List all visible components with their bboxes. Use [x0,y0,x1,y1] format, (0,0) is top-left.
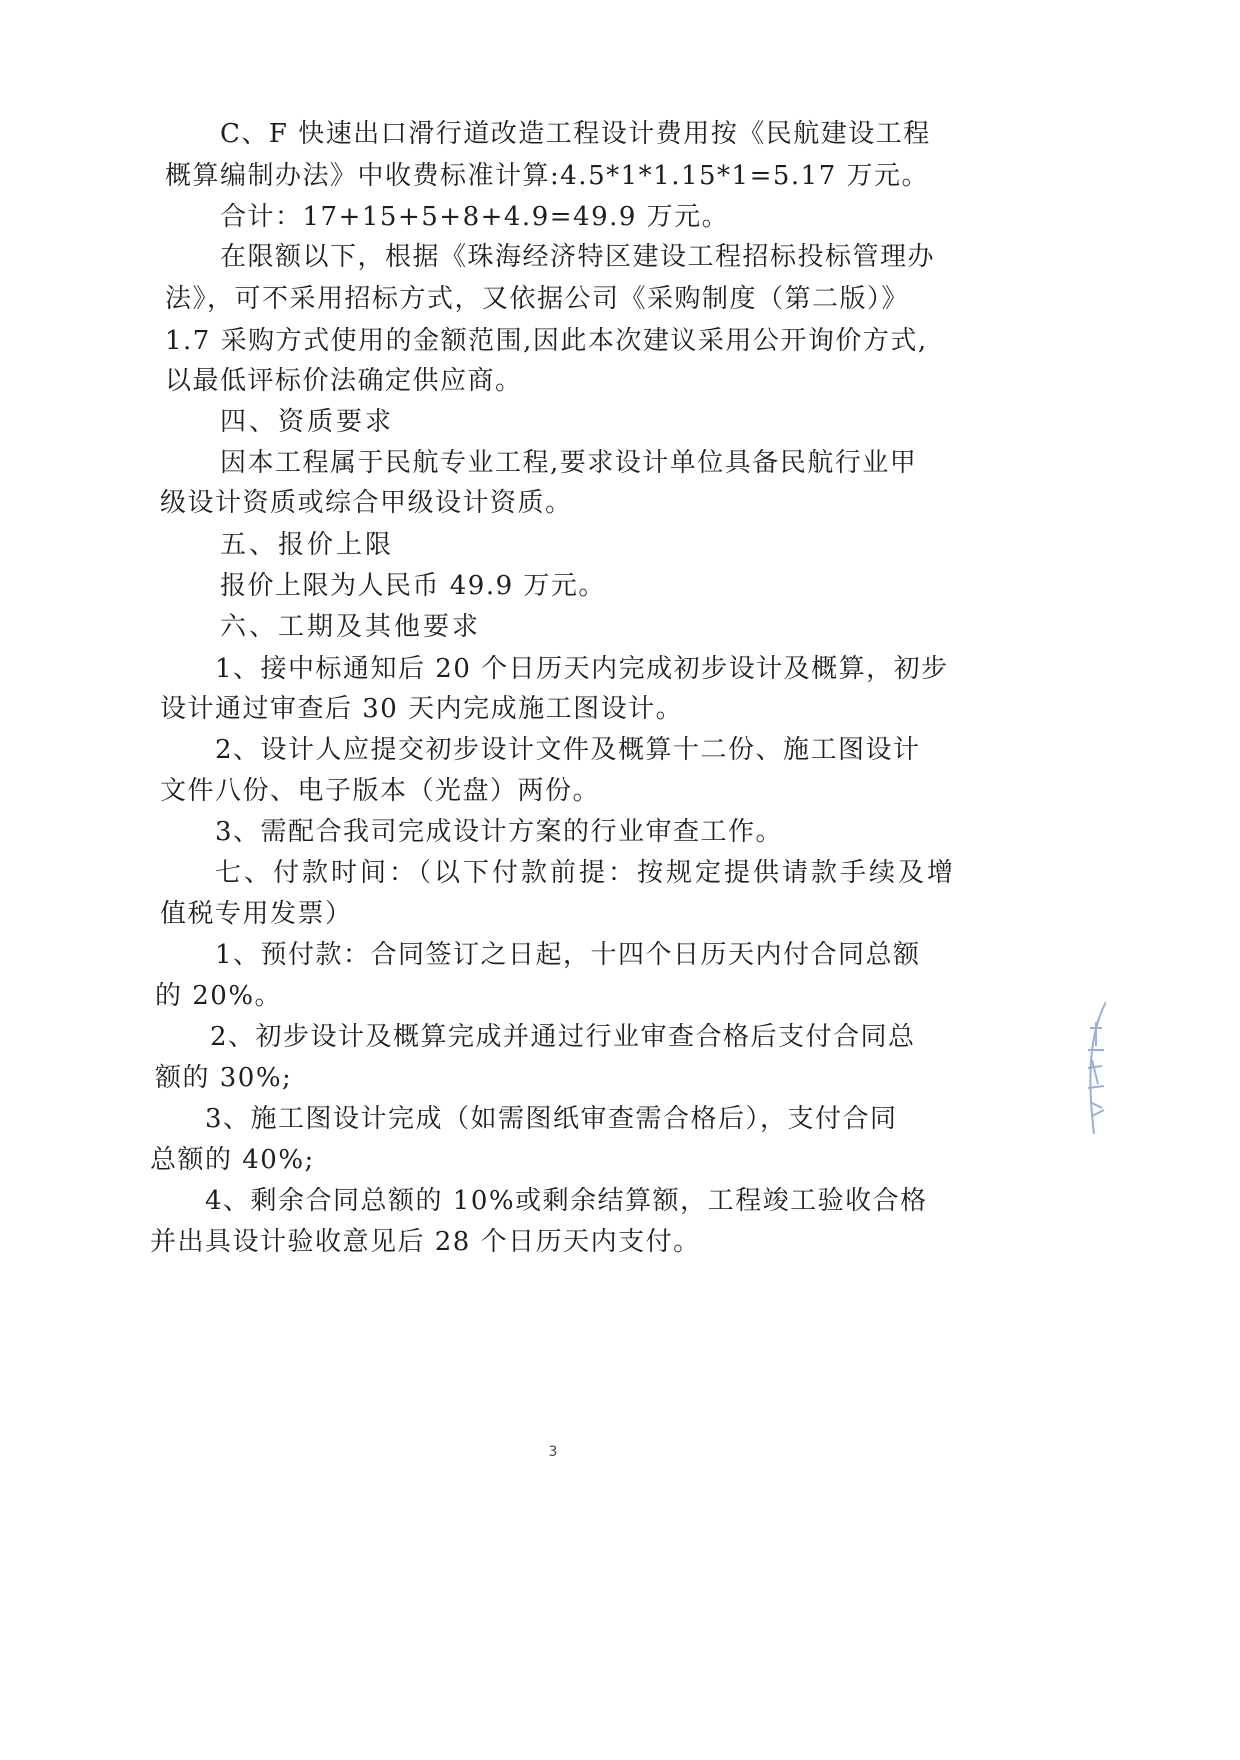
page-number: 3 [548,1444,558,1460]
paragraph-line: 额的 30%; [155,1063,293,1093]
paragraph-line: 的 20%。 [155,981,283,1011]
paragraph-line: 设计通过审查后 30 天内完成施工图设计。 [160,694,684,724]
section-heading: 六、工期及其他要求 [220,612,482,642]
paragraph-line: 1.7 采购方式使用的金额范围,因此本次建议采用公开询价方式, [165,326,928,356]
paragraph-line: 报价上限为人民币 49.9 万元。 [220,571,606,601]
paragraph-line: 4、剩余合同总额的 10%或剩余结算额，工程竣工验收合格 [205,1186,928,1216]
paragraph-line: 合计：17+15+5+8+4.9=49.9 万元。 [220,202,730,232]
paragraph-line: 并出具设计验收意见后 28 个日历天内支付。 [150,1227,701,1257]
paragraph-line: 值税专用发票） [160,899,353,929]
seal-stamp-fragment [1076,998,1106,1138]
paragraph-line: 在限额以下，根据《珠海经济特区建设工程招标投标管理办 [220,242,936,272]
section-heading: 四、资质要求 [220,407,395,437]
paragraph-line: 1、预付款：合同签订之日起，十四个日历天内付合同总额 [215,940,921,970]
paragraph-line: 文件八份、电子版本（光盘）两份。 [160,776,601,806]
paragraph-line: 1、接中标通知后 20 个日历天内完成初步设计及概算，初步 [215,654,949,684]
section-heading: 五、报价上限 [220,530,395,560]
paragraph-line: 以最低评标价法确定供应商。 [165,366,523,396]
paragraph-line: 2、初步设计及概算完成并通过行业审查合格后支付合同总 [210,1022,916,1052]
paragraph-line: 法》，可不采用招标方式，又依据公司《采购制度（第二版）》 [165,284,910,314]
paragraph-line: 概算编制办法》中收费标准计算:4.5*1*1.15*1=5.17 万元。 [165,161,930,191]
paragraph-line: 因本工程属于民航专业工程,要求设计单位具备民航行业甲 [220,448,918,478]
paragraph-line: 级设计资质或综合甲级设计资质。 [160,488,573,518]
paragraph-line: 3、施工图设计完成（如需图纸审查需合格后），支付合同 [205,1104,898,1134]
section-heading: 七、付款时间：（以下付款前提：按规定提供请款手续及增 [215,858,957,888]
paragraph-line: 总额的 40%; [150,1145,315,1175]
paragraph-line: C、F 快速出口滑行道改造工程设计费用按《民航建设工程 [220,119,931,149]
paragraph-line: 2、设计人应提交初步设计文件及概算十二份、施工图设计 [215,735,921,765]
paragraph-line: 3、需配合我司完成设计方案的行业审查工作。 [215,817,784,847]
